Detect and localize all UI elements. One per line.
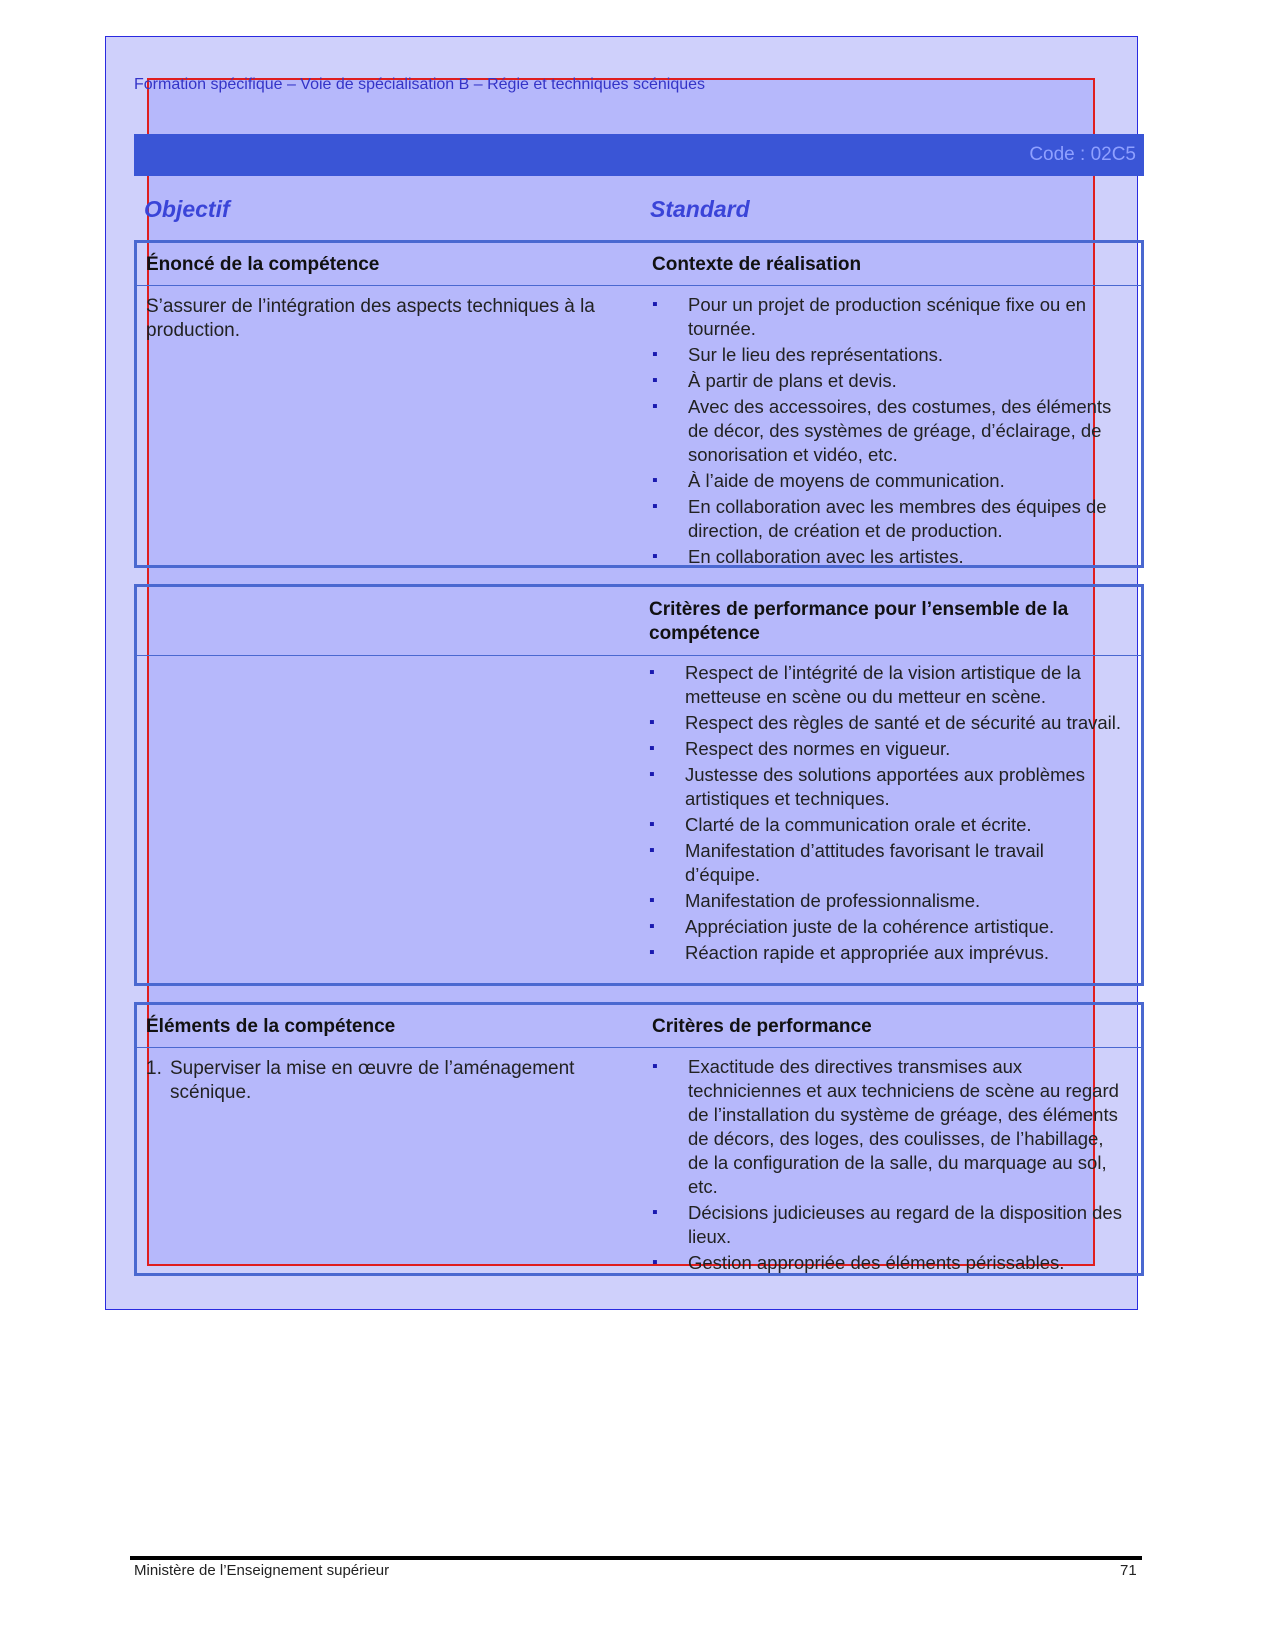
divider <box>137 285 1141 286</box>
element-number: 1. <box>146 1058 162 1079</box>
list-item: ▪ En collaboration avec les membres des équipes de direction, de création et de production. <box>652 495 1120 543</box>
standard-title: Standard <box>650 196 750 222</box>
list-item: ▪ Exactitude des directives transmises aux techniciennes et aux techniciens de scène au regard de l’installation du système de gréage, des éléments de décors, des loges, des coulisses, de l’habillage, de la configuration de la salle, du marquage au sol, etc. <box>652 1055 1127 1199</box>
element-item <box>146 1057 616 1105</box>
context-list <box>652 293 1120 569</box>
list-item: ▪ Clarté de la communication orale et écrite. <box>649 813 1124 837</box>
list-item: ▪ À partir de plans et devis. <box>652 369 1120 393</box>
section-elements <box>134 1002 1144 1276</box>
list-item: ▪ Appréciation juste de la cohérence artistique. <box>649 915 1124 939</box>
list-item: ▪ Réaction rapide et appropriée aux imprévus. <box>649 941 1124 965</box>
criteria-list <box>652 1055 1127 1275</box>
list-item: ▪ Respect des règles de santé et de sécurité au travail. <box>649 711 1124 735</box>
section-global-criteria <box>134 584 1144 986</box>
element-text: Superviser la mise en œuvre de l’aménagement scénique. <box>170 1058 575 1103</box>
elements-heading: Éléments de la compétence <box>146 1016 396 1037</box>
code-bar <box>134 134 1144 176</box>
divider <box>137 655 1141 656</box>
list-item: ▪ Gestion appropriée des éléments périssables. <box>652 1251 1127 1275</box>
running-header: Formation spécifique – Voie de spécialisation B – Régie et techniques scéniques <box>134 76 706 93</box>
objective-title: Objectif <box>144 196 230 222</box>
list-item: ▪ Respect des normes en vigueur. <box>649 737 1124 761</box>
criteria-heading: Critères de performance <box>652 1016 872 1037</box>
list-item: ▪ À l’aide de moyens de communication. <box>652 469 1120 493</box>
global-criteria-heading: Critères de performance pour l’ensemble de la compétence <box>649 599 1069 644</box>
list-item: ▪ Pour un projet de production scénique fixe ou en tournée. <box>652 293 1120 341</box>
list-item: ▪ Manifestation de professionnalisme. <box>649 889 1124 913</box>
competency-statement: S’assurer de l’intégration des aspects techniques à la production. <box>146 296 595 341</box>
list-item: ▪ Justesse des solutions apportées aux problèmes artistiques et techniques. <box>649 763 1124 811</box>
global-criteria-list <box>649 661 1124 965</box>
divider <box>137 1047 1141 1048</box>
page-number: 71 <box>1120 1562 1137 1579</box>
context-heading: Contexte de réalisation <box>652 254 862 275</box>
list-item: ▪ En collaboration avec les artistes. <box>652 545 1120 569</box>
competency-code: Code : 02C5 <box>1029 144 1136 165</box>
section-statement <box>134 240 1144 568</box>
footer-ministry: Ministère de l’Enseignement supérieur <box>134 1562 390 1579</box>
list-item: ▪ Avec des accessoires, des costumes, des éléments de décor, des systèmes de gréage, d’éclairage, de sonorisation et vidéo, etc. <box>652 395 1120 467</box>
list-item: ▪ Décisions judicieuses au regard de la disposition des lieux. <box>652 1201 1127 1249</box>
list-item: ▪ Respect de l’intégrité de la vision artistique de la metteuse en scène ou du metteur en scène. <box>649 661 1124 709</box>
footer-rule <box>130 1556 1142 1560</box>
list-item: ▪ Sur le lieu des représentations. <box>652 343 1120 367</box>
statement-heading: Énoncé de la compétence <box>146 254 380 275</box>
list-item: ▪ Manifestation d’attitudes favorisant le travail d’équipe. <box>649 839 1124 887</box>
